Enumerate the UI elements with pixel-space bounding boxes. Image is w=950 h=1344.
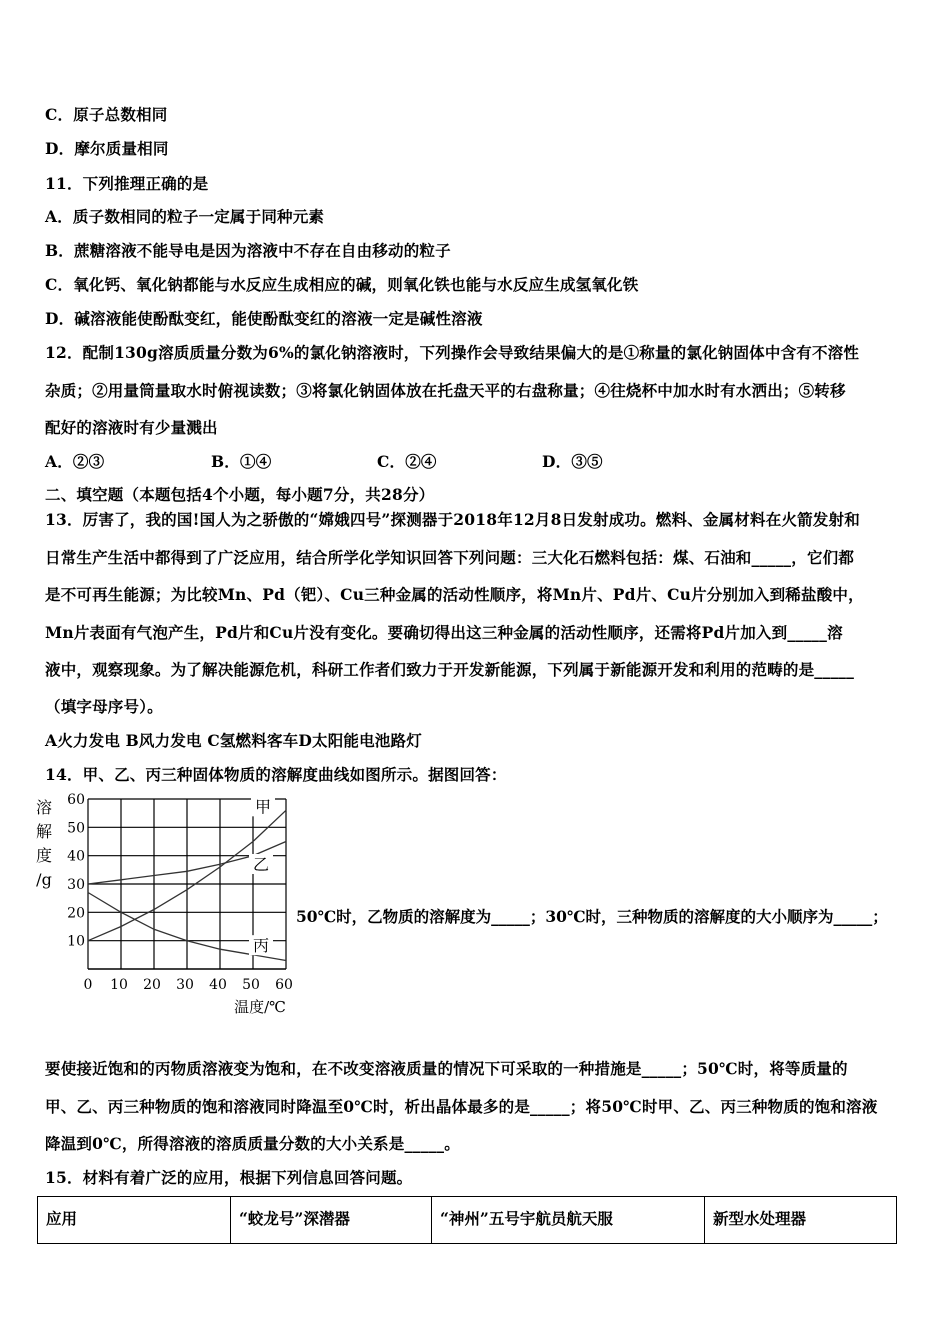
question-14-line3: 甲、乙、丙三种物质的饱和溶液同时降温至0℃时，析出晶体最多的是_____；将50℃时甲、乙、丙三种物质的饱和溶液 — [45, 1097, 878, 1116]
x-tick-label: 30 — [176, 977, 194, 993]
question-13-line3: 是不可再生能源；为比较Mn、Pd（钯）、Cu三种金属的活动性顺序，将Mn片、Pd片、Cu片分别加入到稀盐酸中， — [45, 585, 864, 604]
x-tick-label: 10 — [110, 977, 128, 993]
option-b-q12: B．①④ — [211, 452, 272, 471]
question-12-line1: 12．配制130g溶质质量分数为6%的氯化钠溶液时，下列操作会导致结果偏大的是①称量的氯化钠固体中含有不溶性 — [45, 343, 860, 362]
question-13-line1: 13．厉害了，我的国!国人为之骄傲的“嫦娥四号”探测器于2018年12月8日发射成功。燃料、金属材料在火箭发射和 — [45, 510, 860, 529]
option-c-q10: C．原子总数相同 — [45, 105, 168, 124]
y-axis-label-part: /g — [36, 870, 52, 889]
question-15: 15．材料有着广泛的应用，根据下列信息回答问题。 — [45, 1168, 413, 1187]
y-axis-label-part: 溶 — [35, 798, 53, 817]
option-d-q11: D．碱溶液能使酚酞变红，能使酚酞变红的溶液一定是碱性溶液 — [45, 309, 483, 328]
question-13-options: A火力发电 B风力发电 C氢燃料客车D太阳能电池路灯 — [45, 731, 422, 750]
y-tick-label: 60 — [67, 792, 85, 808]
table-cell-shenzhou: “神州”五号宇航员航天服 — [432, 1197, 705, 1244]
y-tick-label: 20 — [67, 905, 85, 922]
question-13-line6: （填字母序号）。 — [45, 697, 163, 716]
question-11: 11．下列推理正确的是 — [45, 174, 209, 193]
option-a-q11: A．质子数相同的粒子一定属于同种元素 — [45, 207, 325, 226]
question-12-line3: 配好的溶液时有少量溅出 — [45, 418, 218, 437]
option-a-q12: A．②③ — [45, 452, 105, 471]
y-tick-label: 10 — [67, 933, 85, 950]
y-tick-label: 50 — [67, 820, 85, 837]
option-d-q10: D．摩尔质量相同 — [45, 139, 169, 158]
y-axis-label-part: 解 — [35, 822, 53, 841]
x-tick-label: 60 — [275, 977, 293, 993]
question-14: 14．甲、乙、丙三种固体物质的溶解度曲线如图所示。据图回答： — [45, 765, 507, 784]
y-tick-label: 40 — [67, 848, 85, 865]
table-row — [38, 1197, 897, 1244]
series-label-甲: 甲 — [254, 797, 272, 817]
option-b-q11: B．蔗糖溶液不能导电是因为溶液中不存在自由移动的粒子 — [45, 241, 451, 260]
option-d-q12: D．③⑤ — [542, 452, 603, 471]
solubility-chart — [22, 783, 297, 1028]
table-cell-jiaolong: “蛟龙号”深潜器 — [231, 1197, 432, 1244]
question-13-line2: 日常生产生活中都得到了广泛应用，结合所学化学知识回答下列问题：三大化石燃料包括：煤、石油和_____，它们都 — [45, 548, 855, 567]
solubility-chart-svg — [22, 783, 297, 1028]
question-12-line2: 杂质；②用量筒量取水时俯视读数；③将氯化钠固体放在托盘天平的右盘称量；④往烧杯中加水时有水洒出；⑤转移 — [45, 381, 846, 400]
table-cell-application: 应用 — [38, 1197, 231, 1244]
x-tick-label: 50 — [242, 977, 260, 993]
y-tick-label: 30 — [67, 877, 85, 893]
table-cell-water-treatment: 新型水处理器 — [705, 1197, 897, 1244]
x-axis-label: 温度/℃ — [234, 998, 286, 1016]
option-c-q12: C．②④ — [377, 452, 437, 471]
question-14-part1: 50℃时，乙物质的溶解度为_____；30℃时，三种物质的溶解度的大小顺序为_____； — [296, 907, 888, 926]
x-tick-label: 40 — [209, 977, 227, 993]
x-tick-label: 20 — [143, 977, 161, 993]
y-axis-label-part: 度 — [35, 846, 53, 865]
section-2-heading: 二、填空题（本题包括4个小题，每小题7分，共28分） — [45, 485, 435, 504]
x-tick-label: 0 — [83, 977, 93, 993]
question-14-line4: 降温到0℃，所得溶液的溶质质量分数的大小关系是_____。 — [45, 1134, 460, 1153]
question-13-line5: 液中，观察现象。为了解决能源危机，科研工作者们致力于开发新能源，下列属于新能源开发和利用的范畴的是_____ — [45, 660, 855, 679]
question-13-line4: Mn片表面有气泡产生，Pd片和Cu片没有变化。要确切得出这三种金属的活动性顺序，还需将Pd片加入到_____溶 — [45, 623, 843, 642]
series-label-乙: 乙 — [252, 855, 270, 874]
materials-table — [37, 1196, 897, 1244]
series-label-丙: 丙 — [252, 936, 270, 956]
question-14-line2: 要使接近饱和的丙物质溶液变为饱和，在不改变溶液质量的情况下可采取的一种措施是_____；50℃时，将等质量的 — [45, 1059, 848, 1078]
option-c-q11: C．氧化钙、氧化钠都能与水反应生成相应的碱，则氧化铁也能与水反应生成氢氧化铁 — [45, 275, 639, 294]
